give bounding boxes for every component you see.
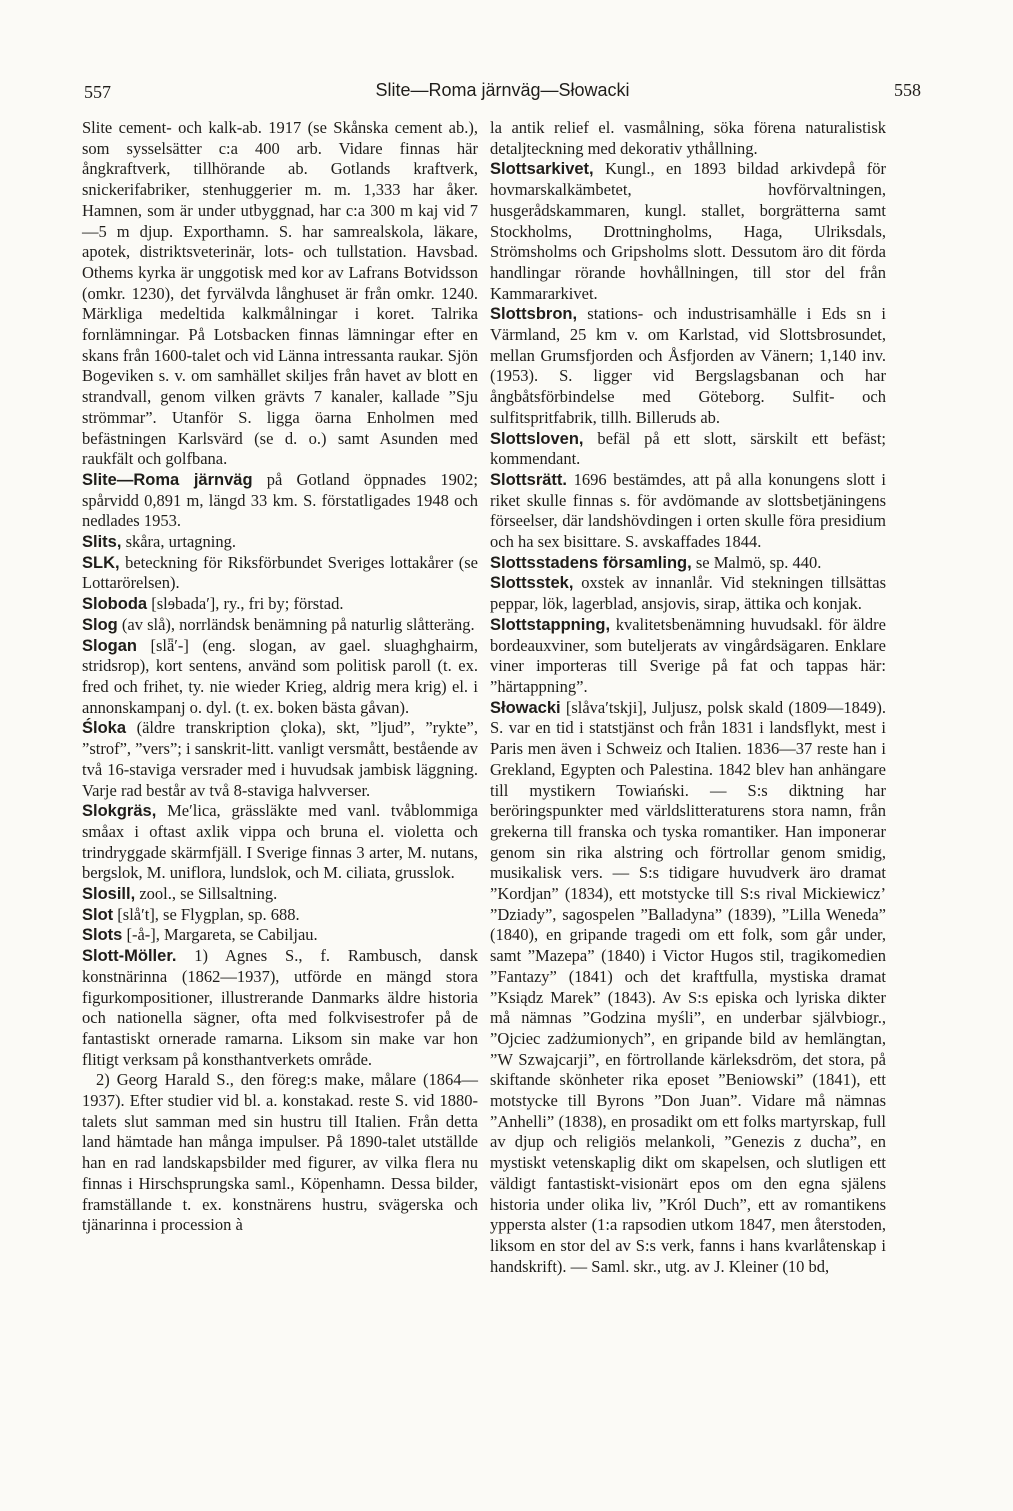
entry: Slots [-å-], Margareta, se Cabiljau. — [82, 925, 318, 945]
headword: Slottsrätt. — [490, 470, 568, 489]
entry: Slottstappning, kvalitetsbenämning huvudsakl. för äldre bordeauxviner, som buteljerats av vingårdsägaren. Enklare viner importeras till Sverige på fat och tappas här: ”härtappning”. — [490, 614, 886, 696]
entry: Slite cement- och kalk-ab. 1917 (se Skånska cement ab.), som sysselsätter c:a 400 arb. Vidare finnas här ångkraftverk, tillhörande ab. Gotlands kraftverk, snickerifabriker, stenhuggerier m. m. 1,333 har åker. Hamnen, som är under utbyggnad, har c:a 300 m kaj vid 7—5 m djup. Exporthamn. S. har samrealskola, läkare, apotek, distriktsveterinär, lots- och tullstation. Havsbad. Othems kyrka är unggotisk med kor av Lafrans Botvidsson (omkr. 1230), det fyrvälvda långhuset är från omkr. 1240. Märkliga medeltida kalkmålningar i koret. Talrika fornlämningar. På Lotsbacken finnas lämningar efter en skans från 1600-talet och vid Länna intressanta raukar. Sjön Bogeviken s. v. om samhället skiljes från havet av blott en strandvall, genom vilken grävts 7 kanaler, kallade ”Sju strömmar”. Utanför S. ligga öarna Enholmen med befästningen Karlsvärd (se d. o.) samt Asunden med raukfält och golfbana. — [82, 118, 478, 469]
entry: 2) Georg Harald S., den föreg:s make, målare (1864—1937). Efter studier vid bl. a. konstakad. reste S. vid 1880-talets slut samman med sin hustru till Italien. Från detta land hämtade han många impulser. På 1890-talet utställde han en rad landskapsbilder med figurer, av vilka flera nu finnas i Hirschsprungska saml., Köpenhamn. Dessa bilder, framställande t. ex. konstnärens hustru, svägerska och tjänarinna i procession à — [82, 1070, 478, 1235]
headword: Slite—Roma järnväg — [82, 470, 253, 489]
entry: Slot [slå′t], se Flygplan, sp. 688. — [82, 904, 300, 924]
headword: Slots — [82, 926, 123, 945]
headword: Slog — [82, 615, 118, 634]
headword: Slottsstadens församling, — [490, 553, 692, 572]
entry: Slottsstadens församling, se Malmö, sp. 440. — [490, 552, 822, 572]
headword: Slogan — [82, 636, 138, 655]
entry: la antik relief el. vasmålning, söka förena naturalistisk detaljteckning med dekorativ ythållning. — [490, 118, 886, 158]
headword: Slottsloven, — [490, 429, 584, 448]
entry: Śloka (äldre transkription çloka), skt, ”ljud”, ”rykte”, ”strof”, ”vers”; i sanskrit-litt. vanligt versmått, bestående av två 16-staviga versrader med i huvudsak jambisk läggning. Varje rad består av två 8-staviga halvverser. — [82, 718, 478, 800]
headword: Slot — [82, 905, 114, 924]
entry: Slite—Roma järnväg på Gotland öppnades 1902; spårvidd 0,891 m, längd 33 km. S. förstatligades 1948 och nedlades 1953. — [82, 469, 478, 531]
headword: Slottstappning, — [490, 615, 611, 634]
headword: Sloboda — [82, 595, 148, 614]
running-title: Slite—Roma järnväg—Słowacki — [375, 80, 630, 100]
entry: Slogan [slǟ′-] (eng. slogan, av gael. sluaghghairm, stridsrop), kort sentens, använd som politisk paroll (t. ex. fred och frihet, ty. nie wieder Krieg, aldrig mera krig) el. i annonskampanj o. dyl. (t. ex. boken bästa gåvan). — [82, 635, 478, 717]
entry: Slottsstek, oxstek av innanlår. Vid stekningen tillsättas peppar, lök, lagerblad, ansjovis, sirap, ättika och konjak. — [490, 573, 886, 614]
entry: Slottsloven, befäl på ett slott, särskilt ett befäst; kommendant. — [490, 428, 886, 469]
entry: Slits, skåra, urtagning. — [82, 532, 236, 552]
headword: Slottsstek, — [490, 574, 574, 593]
headword: Śloka — [82, 719, 127, 738]
page-number-left: 557 — [84, 82, 111, 102]
entry: Slokgräs, Me′lica, grässläkte med vanl. tvåblommiga småax i oftast axlik vippa och bruna el. violetta och trindryggade skärmfjäll. I Sverige finnas 3 arter, M. nutans, bergslok, M. uniflora, lundslok, och M. ciliata, grusslok. — [82, 801, 478, 883]
entry: SLK, beteckning för Riksförbundet Sveriges lottakårer (se Lottarörelsen). — [82, 552, 478, 593]
page-header — [84, 76, 921, 106]
headword: Slosill, — [82, 885, 136, 904]
entry: Slosill, zool., se Sillsaltning. — [82, 884, 278, 904]
right-column — [490, 118, 886, 1277]
entry: Slottsbron, stations- och industrisamhälle i Eds sn i Värmland, 25 km v. om Karlstad, vid Slottsbrosundet, mellan Grumsfjorden och Åsfjorden av Vänern; 1,140 inv. (1953). S. ligger vid Bergslagsbanan och har ångbåtsförbindelse med Göteborg. Sulfit- och sulfitspritfabrik, tillh. Billeruds ab. — [490, 304, 886, 427]
page-number-right: 558 — [894, 80, 921, 100]
left-column — [82, 118, 478, 1236]
entry: Slott-Möller. 1) Agnes S., f. Rambusch, dansk konstnärinna (1862—1937), utförde en mängd stora figurkompositioner, illustrerande Danmarks äldre historia och nationella sägner, ofta med folkvisestrofer på de fantastiskt ornerade ramarna. Liksom sin make var hon flitigt verksam på konsthantverkets område. — [82, 946, 478, 1069]
entry: Slog (av slå), norrländsk benämning på naturlig slåtteräng. — [82, 614, 475, 634]
headword: SLK, — [82, 553, 120, 572]
entry: Slottsrätt. 1696 bestämdes, att på alla konungens slott i riket skulle finnas s. för avdömande av slottsbetjäningens förseelser, där landshövdingen i orten skulle föra presidium och ha sex bisittare. S. avskaffades 1844. — [490, 469, 886, 552]
headword: Slottsarkivet, — [490, 160, 594, 179]
headword: Slokgräs, — [82, 802, 157, 821]
headword: Slottsbron, — [490, 305, 578, 324]
headword: Slott-Möller. — [82, 947, 177, 966]
entry: Sloboda [slɘbada′], ry., fri by; förstad. — [82, 594, 344, 614]
headword: Słowacki — [490, 698, 561, 717]
entry: Slottsarkivet, Kungl., en 1893 bildad arkivdepå för hovmarskalkämbetet, hovförvaltningen, husgerådskammaren, kungl. stallet, borgrätterna samt Stockholms, Drottningholms, Haga, Ulriksdals, Strömsholms och Gripsholms slott. Dessutom äro dit förda handlingar rörande hovhållningen, till stor del från Kammararkivet. — [490, 159, 886, 303]
headword: Slits, — [82, 533, 122, 552]
entry: Słowacki [slåva′tskji], Juljusz, polsk skald (1809—1849). S. var en tid i statstjänst och från 1831 i landsflykt, mest i Paris men även i Schweiz och Italien. 1836—37 reste han i Grekland, Egypten och Palestina. 1842 blev han anhängare till mystikern Towiański. — S:s diktning har beröringspunkter med världslitteraturens stora namn, från grekerna till franska och tyska romantiker. Han imponerar genom sin rika alstring och förtrollar genom smidig, musikalisk vers. — S:s tidigare huvudverk äro dramat ”Kordjan” (1834), ett motstycke till S:s rival Mickiewicz’ ”Dziady”, sagospelen ”Balladyna” (1839), ”Lilla Weneda” (1840), en gripande tragedi om ett folk, som går under, samt ”Mazepa” (1840) i Victor Hugos stil, tragikomedien ”Fantazy” (1841) och det kraftfulla, mystiska dramat ”Ksiądz Marek” (1843). Av S:s episka och lyriska dikter må nämnas ”Godzina myśli”, en underbar självbiogr., ”Ojciec zadżumionych”, en gripande bild av hemlängtan, ”W Szwajcarji”, en förtrollande kärleksdröm, det stora, på skiftande skönheter rika eposet ”Beniowski” (1841), ett motstycke till Byrons ”Don Juan”. Vidare må nämnas ”Anhelli” (1838), en prosadikt om ett folks martyrskap, full av djup och religiös melankoli, ”Genezis z ducha”, en mystiskt vetenskaplig dikt om skapelsen, och slutligen ett väldigt fantastiskt-visionärt epos om den egna själens historia under olika liv, ”Król Duch”, ett av romantikens yppersta alster (1:a rapsodien utkom 1847, men återstoden, liksom en stor del av S:s verk, fanns i hans kvarlåtenskap i handskrift). — Saml. skr., utg. av J. Kleiner (10 bd, — [490, 697, 886, 1276]
